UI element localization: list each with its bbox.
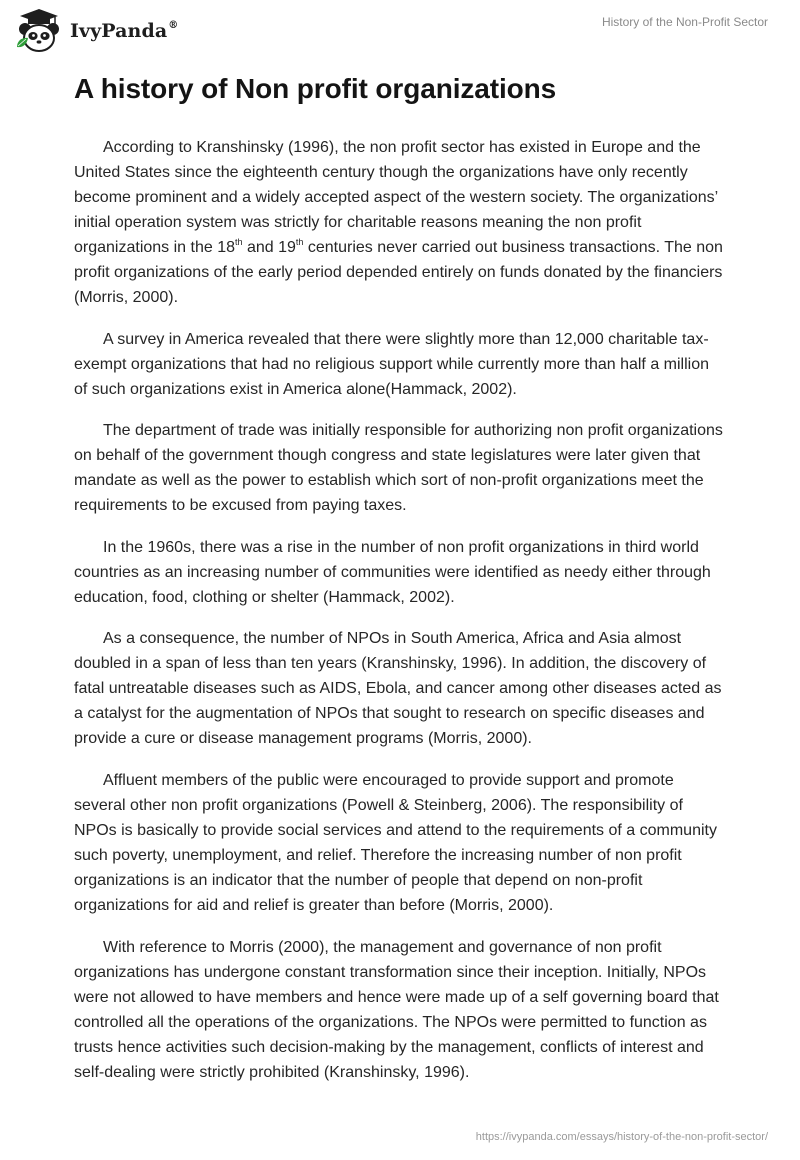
paragraph-7: With reference to Morris (2000), the management and governance of non profit organizations has undergone constant transformation since their inception. Initially, NPOs were not allowed to have members and hence were made up of a self governing board that controlled all the operations of the organizations. The NPOs were permitted to function as trusts hence activities such decision-making by the management, conflicts of interest and self-dealing were strictly prohibited (Kranshinsky, 1996). bbox=[74, 938, 719, 1081]
brand-name-text: IvyPanda bbox=[70, 20, 168, 42]
superscript-th-1: th bbox=[235, 237, 243, 247]
page-title: A history of Non profit organizations bbox=[74, 73, 557, 104]
paragraph-3: The department of trade was initially responsible for authorizing non profit organizations on behalf of the government though congress and state legislatures were later given that mandate as well as the power to establish which sort of non-profit organizations meet the requirements to be excused from paying taxes. bbox=[74, 422, 723, 515]
registered-mark: ® bbox=[168, 20, 179, 31]
paragraph-4: In the 1960s, there was a rise in the number of non profit organizations in third world countries as an increasing number of communities were identified as needy either through education, food, clothing or shelter (Hammack, 2002). bbox=[74, 538, 711, 606]
page-header bbox=[0, 0, 800, 60]
running-title: History of the Non-Profit Sector bbox=[601, 15, 768, 29]
brand-logo[interactable] bbox=[14, 7, 178, 55]
paragraph-1-part-a: According to Kranshinsky (1996), the non profit sector has existed in Europe and the United States since the eighteenth century though the organizations have only recently become prominent and a widely accepted aspect of the western society. The organizations’ initial operation system was strictly for charitable reasons meaning the non profit organizations in the 18 bbox=[74, 139, 718, 256]
paragraph-1 bbox=[74, 135, 726, 310]
paragraph-1-part-c: centuries never carried out business transactions. The non profit organizations of the early period depended entirely on funds donated by the financiers (Morris, 2000). bbox=[74, 239, 723, 306]
paragraph-5: As a consequence, the number of NPOs in South America, Africa and Asia almost doubled in a span of less than ten years (Kranshinsky, 1996). In addition, the discovery of fatal untreatable diseases such as AIDS, Ebola, and cancer among other diseases acted as a catalyst for the augmentation of NPOs that sought to research on specific diseases and provide a cure or disease management programs (Morris, 2000). bbox=[74, 630, 722, 748]
panda-logo-icon bbox=[14, 7, 64, 55]
paragraph-1-part-b: and 19 bbox=[242, 239, 296, 256]
article-body bbox=[74, 135, 726, 1101]
brand-name bbox=[70, 20, 178, 42]
superscript-th-2: th bbox=[295, 237, 304, 247]
source-url-link[interactable]: https://ivypanda.com/essays/history-of-the-non-profit-sector/ bbox=[475, 1131, 768, 1143]
paragraph-6: Affluent members of the public were encouraged to provide support and promote several other non profit organizations (Powell & Steinberg, 2006). The responsibility of NPOs is basically to provide social services and attend to the requirements of a community such poverty, unemployment, and relief. Therefore the increasing number of non profit organizations is an indicator that the number of people that depend on non-profit organizations for aid and relief is greater than before (Morris, 2000). bbox=[74, 771, 717, 914]
paragraph-2: A survey in America revealed that there were slightly more than 12,000 charitable tax-exempt organizations that had no religious support while currently more than half a million of such organizations exist in America alone(Hammack, 2002). bbox=[74, 330, 710, 398]
